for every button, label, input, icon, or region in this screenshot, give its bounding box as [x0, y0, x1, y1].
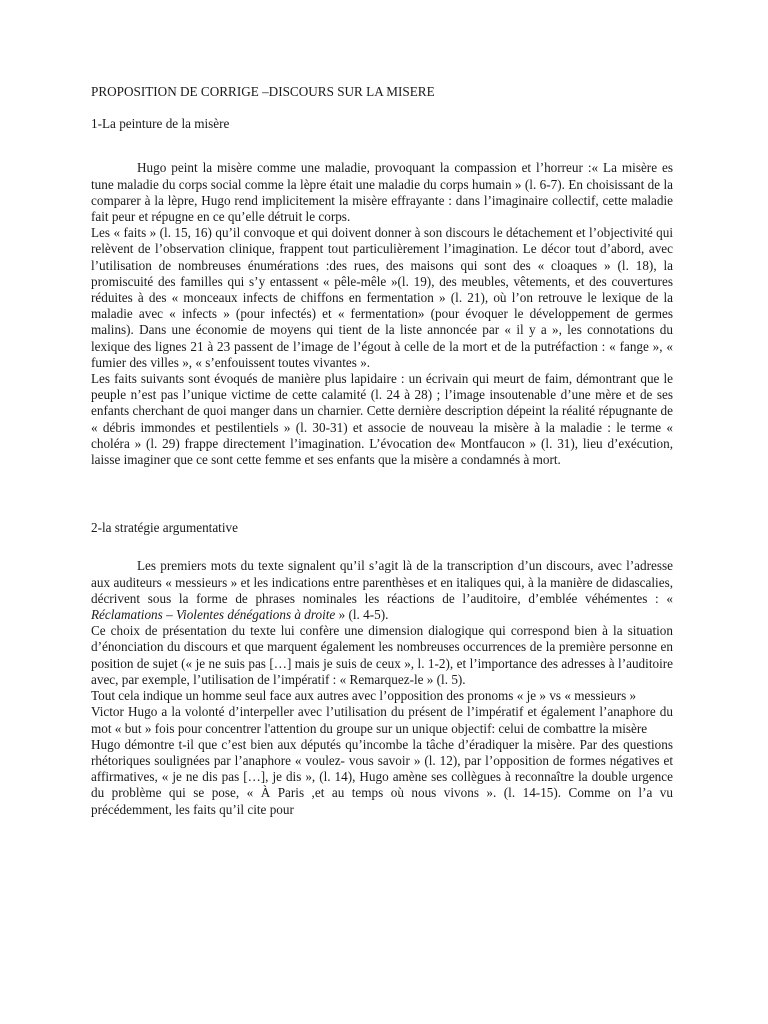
section-2-paragraph-1 [91, 558, 673, 623]
section-2-paragraph-2: Ce choix de présentation du texte lui confère une dimension dialogique qui correspond bien à la situation d’énonciation du discours et que marquent également les nombreuses occurrences de la première personne en position de sujet (« je ne suis pas […] mais je suis de ceux », l. 1-2), et l’importance des adresses à l’auditoire avec, par exemple, l’utilisation de l’impératif : « Remarquez-le » (l. 5). [91, 623, 673, 687]
section-2-paragraph-5: Hugo démontre t-il que c’est bien aux députés qu’incombe la tâche d’éradiquer la misère. Par des questions rhétoriques soulignées par l’anaphore « voulez- vous savoir » (l. 12), par l’opposition de formes négatives et affirmatives, « je ne dis pas […], je dis », (l. 14), Hugo amène ses collègues à reconnaître la double urgence du problème qui se pose, « À Paris ,et au temps où nous vivons ». (l. 14-15). Comme on l’a vu précédemment, les faits qu’il cite pour [91, 736, 673, 817]
section-2-paragraph-1-end: » (l. 4-5). [335, 607, 389, 623]
section-2-paragraph-1-start: Les premiers mots du texte signalent qu’il s’agit là de la transcription d’un discours, avec l’adresse aux auditeurs « messieurs » et les indications entre parenthèses et en italiques qui, à la manière de didascalies, décrivent sous la forme de phrases nominales les réactions de l’auditoire, d’emblée véhémentes : « [91, 558, 673, 606]
document-title: PROPOSITION DE CORRIGE –DISCOURS SUR LA MISERE [91, 84, 435, 99]
section-1-heading: 1-La peinture de la misère [91, 116, 230, 132]
section-1-paragraph-1: Hugo peint la misère comme une maladie, provoquant la compassion et l’horreur :« La misère es tune maladie du corps social comme la lèpre était une maladie du corps humain » (l. 6-7). En choisissant de la comparer à la lèpre, Hugo rend implicitement la misère effrayante : dans l’imaginaire collectif, cette maladie fait peur et répugne en ce qu’elle détruit le corps. [91, 160, 673, 225]
document-body [91, 84, 673, 818]
stage-direction-quote: Réclamations – Violentes dénégations à droite [91, 607, 336, 623]
section-2-paragraph-3: Tout cela indique un homme seul face aux autres avec l’opposition des pronoms « je » vs « messieurs » [91, 688, 637, 704]
section-2-paragraph-4: Victor Hugo a la volonté d’interpeller avec l’utilisation du présent de l’impératif et également l’anaphore du mot « but » fois pour concentrer l'attention du groupe sur un unique objectif: celui de combattre la misère [91, 704, 673, 736]
section-1-paragraph-3: Les faits suivants sont évoqués de manière plus lapidaire : un écrivain qui meurt de faim, démontrant que le peuple n’est pas l’unique victime de cette calamité (l. 24 à 28) ; l’image insoutenable d’une mère et de ses enfants cherchant de quoi manger dans un charnier. Cette dernière description dépeint la réalité répugnante de « débris immondes et pestilentiels » (l. 30-31) et associe de nouveau la misère à la maladie : le terme « choléra » (l. 29) frappe directement l’imagination. L’évocation de« Montfaucon » (l. 31), lieu d’exécution, laisse imaginer que ce sont cette femme et ses enfants que la misère a condamnés à mort. [91, 371, 673, 468]
section-2-heading: 2-la stratégie argumentative [91, 520, 238, 536]
section-1-paragraph-2: Les « faits » (l. 15, 16) qu’il convoque et qui doivent donner à son discours le détachement et l’objectivité qui relèvent de l’observation clinique, frappent tout particulièrement l’imagination. Le décor tout d’abord, avec l’utilisation de nombreuses énumérations :des rues, des maisons qui sont des « cloaques » (l. 18), la promiscuité des familles qui s’y entassent « pêle-mêle »(l. 19), des meubles, vêtements, et des couvertures réduites à des « monceaux infects de chiffons en fermentation » (l. 21), où l’on retrouve le lexique de la maladie avec « infects » (pour infectés) et « fermentation» (pour évoquer le développement de germes malins). Dans une économie de moyens qui tient de la liste annoncée par « il y a », les connotations du lexique des lignes 21 à 23 passent de l’image de l’égout à celle de la mort et de la putréfaction : « fange », « fumier des villes », « s’enfouissent toutes vivantes ». [91, 225, 673, 370]
